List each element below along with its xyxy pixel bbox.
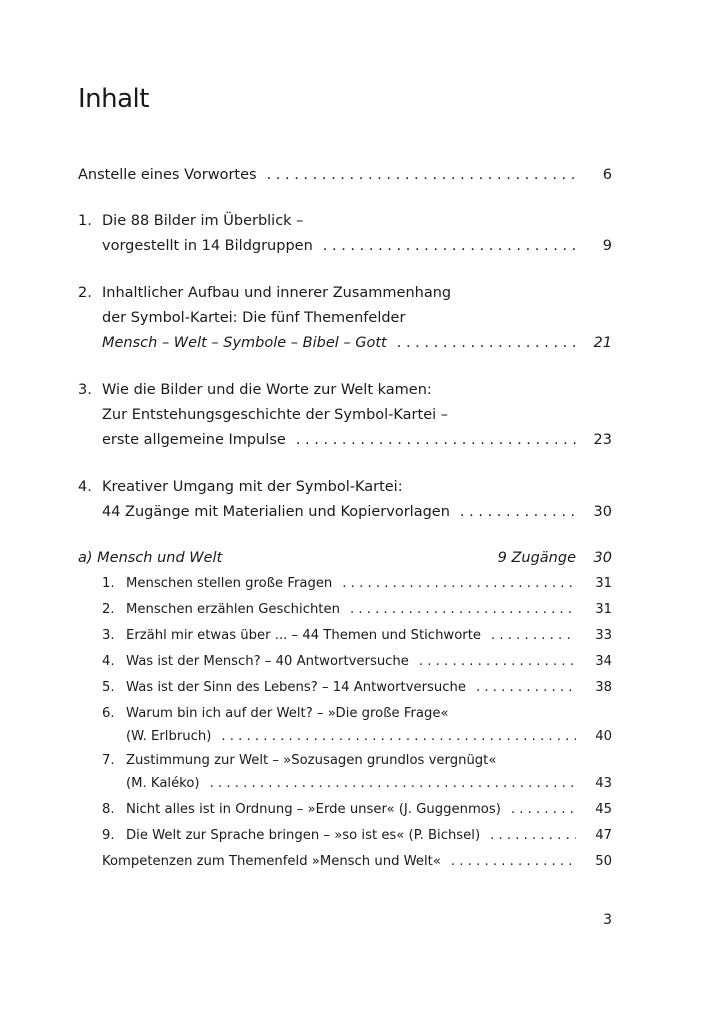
subentry-1[interactable] [102,574,612,594]
subentry-9[interactable] [102,826,612,846]
leader-dots [323,236,576,256]
toc-entry-2-line-3[interactable] [78,333,612,353]
entry-page: 33 [595,628,612,643]
entry-page: 50 [595,854,612,869]
leader-dots [342,574,576,594]
section-header[interactable] [78,548,612,568]
entry-text: Menschen stellen große Fragen [126,576,333,591]
entry-number: 9. [102,828,115,843]
entry-page: 47 [595,828,612,843]
entry-text: Warum bin ich auf der Welt? – »Die große Frage« [126,706,449,721]
leader-dots [296,430,576,450]
entry-text: Die 88 Bilder im Überblick – [102,213,304,229]
entry-page: 45 [595,802,612,817]
subentry-competencies[interactable] [102,852,612,872]
subentry-7-line-2[interactable] [102,774,612,794]
subentry-2[interactable] [102,600,612,620]
toc-entry-3-line-2[interactable] [78,405,612,425]
page-number: 3 [603,912,612,928]
entry-number: 3. [102,628,115,643]
entry-page: 31 [595,602,612,617]
subentry-5[interactable] [102,678,612,698]
leader-dots [476,678,576,698]
leader-dots [419,652,576,672]
toc-entry-4-line-2[interactable] [78,502,612,522]
leader-dots [511,800,576,820]
subentry-4[interactable] [102,652,612,672]
toc-entry-foreword[interactable] [78,165,612,185]
entry-text: Was ist der Sinn des Lebens? – 14 Antwortversuche [126,680,467,695]
entry-text: der Symbol-Kartei: Die fünf Themenfelder [102,310,406,326]
entry-text: Anstelle eines Vorwortes [78,167,257,183]
entry-text: Mensch – Welt – Symbole – Bibel – Gott [102,335,387,351]
leader-dots [451,852,576,872]
entry-number: 2. [78,285,92,301]
entry-page: 9 [602,238,612,254]
leader-dots [267,165,576,185]
entry-text: Zustimmung zur Welt – »Sozusagen grundlos vergnügt« [126,753,497,768]
entry-page: 43 [595,776,612,791]
entry-text: Zur Entstehungsgeschichte der Symbol-Kartei – [102,407,449,423]
section-title: a) Mensch und Welt [78,550,223,566]
leader-dots [460,502,576,522]
entry-text: Wie die Bilder und die Worte zur Welt kamen: [102,382,432,398]
entry-text: (W. Erlbruch) [126,729,212,744]
leader-dots [350,600,576,620]
entry-text: vorgestellt in 14 Bildgruppen [102,238,313,254]
entry-text: 44 Zugänge mit Materialien und Kopiervorlagen [102,504,450,520]
entry-text: Erzähl mir etwas über ... – 44 Themen und Stichworte [126,628,481,643]
entry-number: 8. [102,802,115,817]
entry-text: Inhaltlicher Aufbau und innerer Zusammenhang [102,285,452,301]
entry-number: 6. [102,706,115,721]
toc-entry-3-line-1[interactable] [78,380,612,400]
page-title: Inhalt [78,84,149,114]
entry-text: Kompetenzen zum Themenfeld »Mensch und Welt« [102,854,441,869]
entry-page: 21 [593,335,612,351]
entry-page: 30 [593,504,612,520]
toc-entry-4-line-1[interactable] [78,477,612,497]
leader-dots [490,826,576,846]
entry-number: 3. [78,382,92,398]
entry-number: 1. [78,213,92,229]
section-page: 30 [593,550,612,566]
toc-entry-2-line-2[interactable] [78,308,612,328]
entry-page: 6 [602,167,612,183]
toc-entry-1-line-2[interactable] [78,236,612,256]
entry-text: Menschen erzählen Geschichten [126,602,340,617]
subentry-7-line-1[interactable] [102,751,612,771]
entry-number: 4. [78,479,92,495]
entry-text: Nicht alles ist in Ordnung – »Erde unser« (J. Guggenmos) [126,802,501,817]
leader-dots [397,333,576,353]
toc-entry-2-line-1[interactable] [78,283,612,303]
leader-dots [491,626,576,646]
subentry-6-line-2[interactable] [102,727,612,747]
entry-number: 1. [102,576,115,591]
entry-number: 4. [102,654,115,669]
entry-number: 5. [102,680,115,695]
entry-page: 31 [595,576,612,591]
entry-page: 40 [595,729,612,744]
leader-dots [210,774,576,794]
toc-entry-3-line-3[interactable] [78,430,612,450]
toc-entry-1-line-1[interactable] [78,211,612,231]
section-count: 9 Zugänge [497,550,576,566]
entry-number: 2. [102,602,115,617]
entry-page: 38 [595,680,612,695]
entry-page: 34 [595,654,612,669]
entry-number: 7. [102,753,115,768]
entry-text: Die Welt zur Sprache bringen – »so ist es« (P. Bichsel) [126,828,481,843]
entry-text: Was ist der Mensch? – 40 Antwortversuche [126,654,409,669]
subentry-6-line-1[interactable] [102,704,612,724]
entry-text: erste allgemeine Impulse [102,432,286,448]
entry-page: 23 [593,432,612,448]
entry-text: Kreativer Umgang mit der Symbol-Kartei: [102,479,403,495]
entry-text: (M. Kaléko) [126,776,200,791]
subentry-8[interactable] [102,800,612,820]
leader-dots [221,727,576,747]
subentry-3[interactable] [102,626,612,646]
